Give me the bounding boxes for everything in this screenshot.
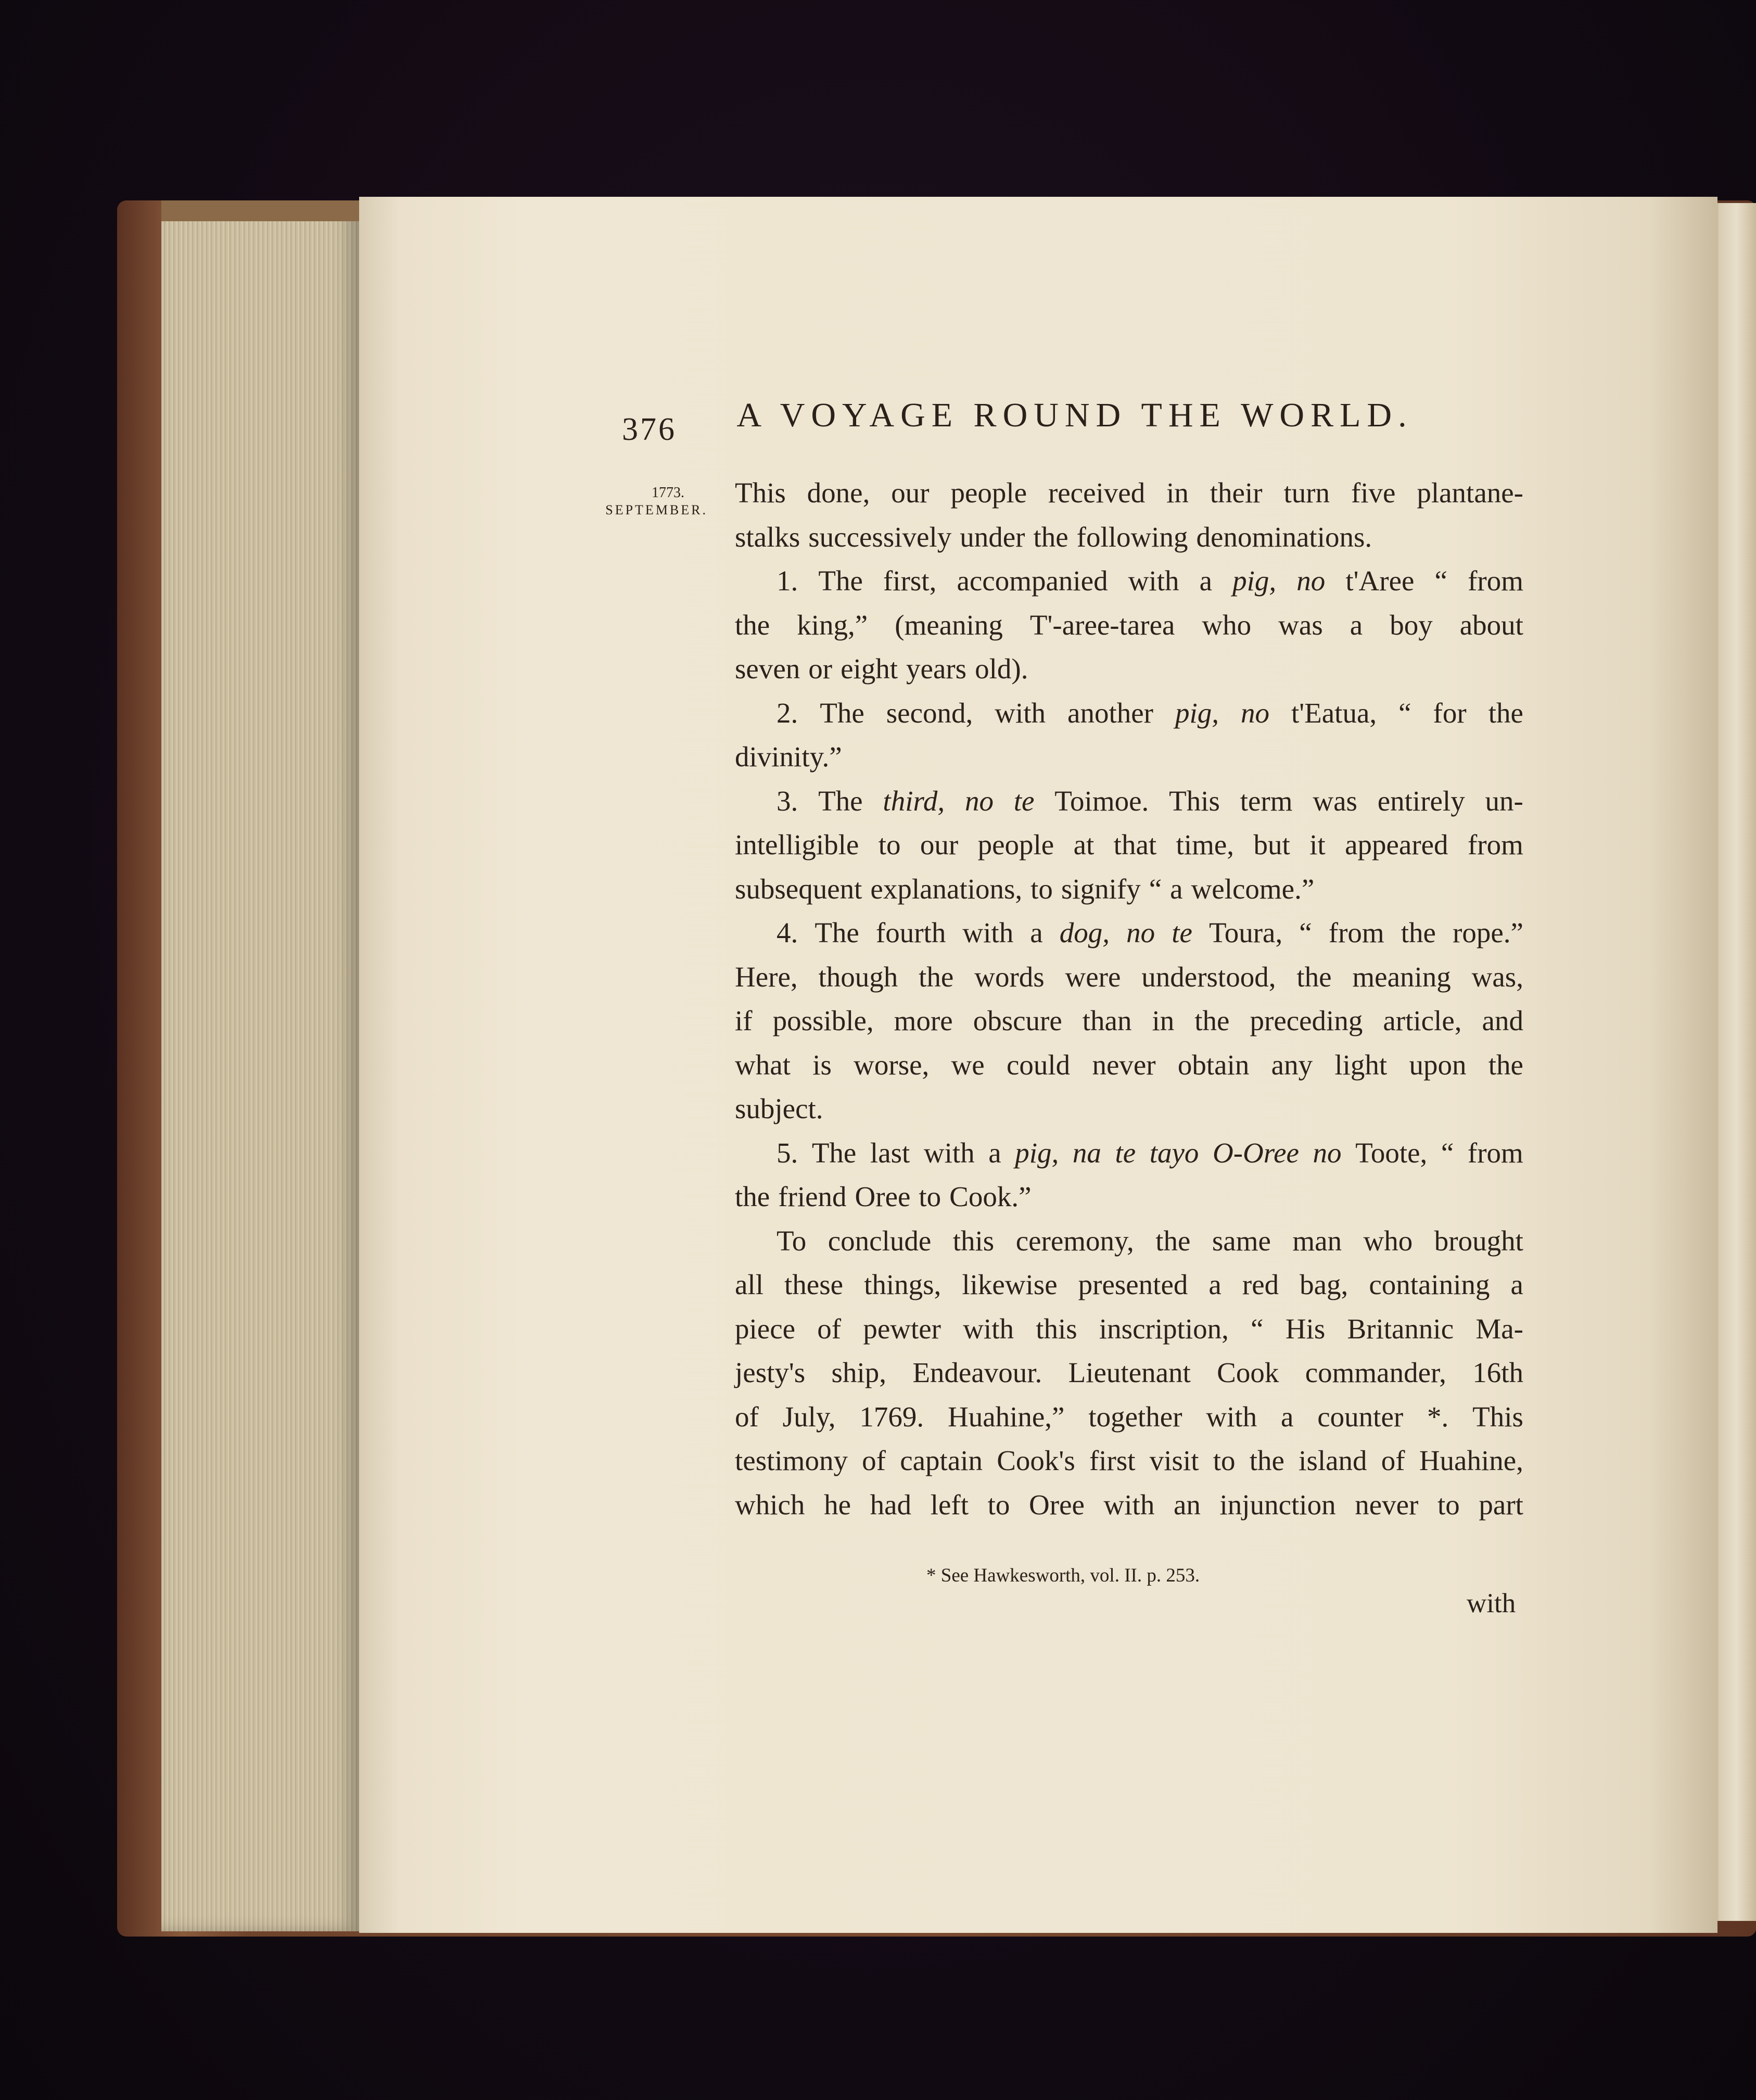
text-line: the king,” (meaning T'-aree-tarea who was a boy about <box>735 609 1523 641</box>
text-line: 2. The second, with another pig, no t'Eatua, “ for the <box>777 697 1523 729</box>
margin-note <box>604 484 708 518</box>
text-line: 1. The first, accompanied with a pig, no t'Aree “ from <box>777 565 1523 597</box>
text-line: To conclude this ceremony, the same man who brought <box>777 1224 1523 1257</box>
text-line: what is worse, we could never obtain any light upon the <box>735 1048 1523 1081</box>
text-line: jesty's ship, Endeavour. Lieutenant Cook commander, 16th <box>735 1357 1523 1388</box>
text-line: divinity.” <box>735 741 842 773</box>
text-line: which he had left to Oree with an injunction never to part <box>735 1488 1523 1521</box>
text-line: intelligible to our people at that time, but it appeared from <box>735 829 1523 861</box>
catchword: with <box>1467 1588 1516 1618</box>
text-line: 4. The fourth with a dog, no te Toura, “ from the rope.” <box>777 917 1523 948</box>
text-line: piece of pewter with this inscription, “ His Britannic Ma- <box>735 1312 1523 1345</box>
text-line: all these things, likewise presented a red bag, containing a <box>735 1269 1523 1300</box>
text-line: stalks successively under the following denominations. <box>735 521 1372 553</box>
running-title: A VOYAGE ROUND THE WORLD. <box>736 396 1413 434</box>
page-number: 376 <box>622 412 677 447</box>
text-line: the friend Oree to Cook.” <box>735 1181 1032 1212</box>
page-edges <box>161 200 359 1931</box>
margin-year: 1773. <box>652 485 684 501</box>
text-line: if possible, more obscure than in the preceding article, and <box>735 1005 1523 1036</box>
margin-month: SEPTEMBER. <box>605 502 708 517</box>
body-text <box>735 471 1523 1527</box>
text-line: 5. The last with a pig, na te tayo O-Oree no Toote, “ from <box>777 1136 1523 1169</box>
text-line: This done, our people received in their turn five plantane- <box>735 477 1523 509</box>
text-line: 3. The third, no te Toimoe. This term was entirely un- <box>777 785 1523 817</box>
text-line: Here, though the words were understood, the meaning was, <box>735 960 1523 993</box>
text-line: seven or eight years old). <box>735 653 1028 685</box>
text-line: of July, 1769. Huahine,” together with a counter *. This <box>735 1400 1523 1433</box>
text-line: subsequent explanations, to signify “ a welcome.” <box>735 872 1315 905</box>
text-line: subject. <box>735 1093 823 1124</box>
footnote: * See Hawkesworth, vol. II. p. 253. <box>926 1565 1200 1586</box>
text-line: testimony of captain Cook's first visit to the island of Huahine, <box>735 1445 1523 1476</box>
